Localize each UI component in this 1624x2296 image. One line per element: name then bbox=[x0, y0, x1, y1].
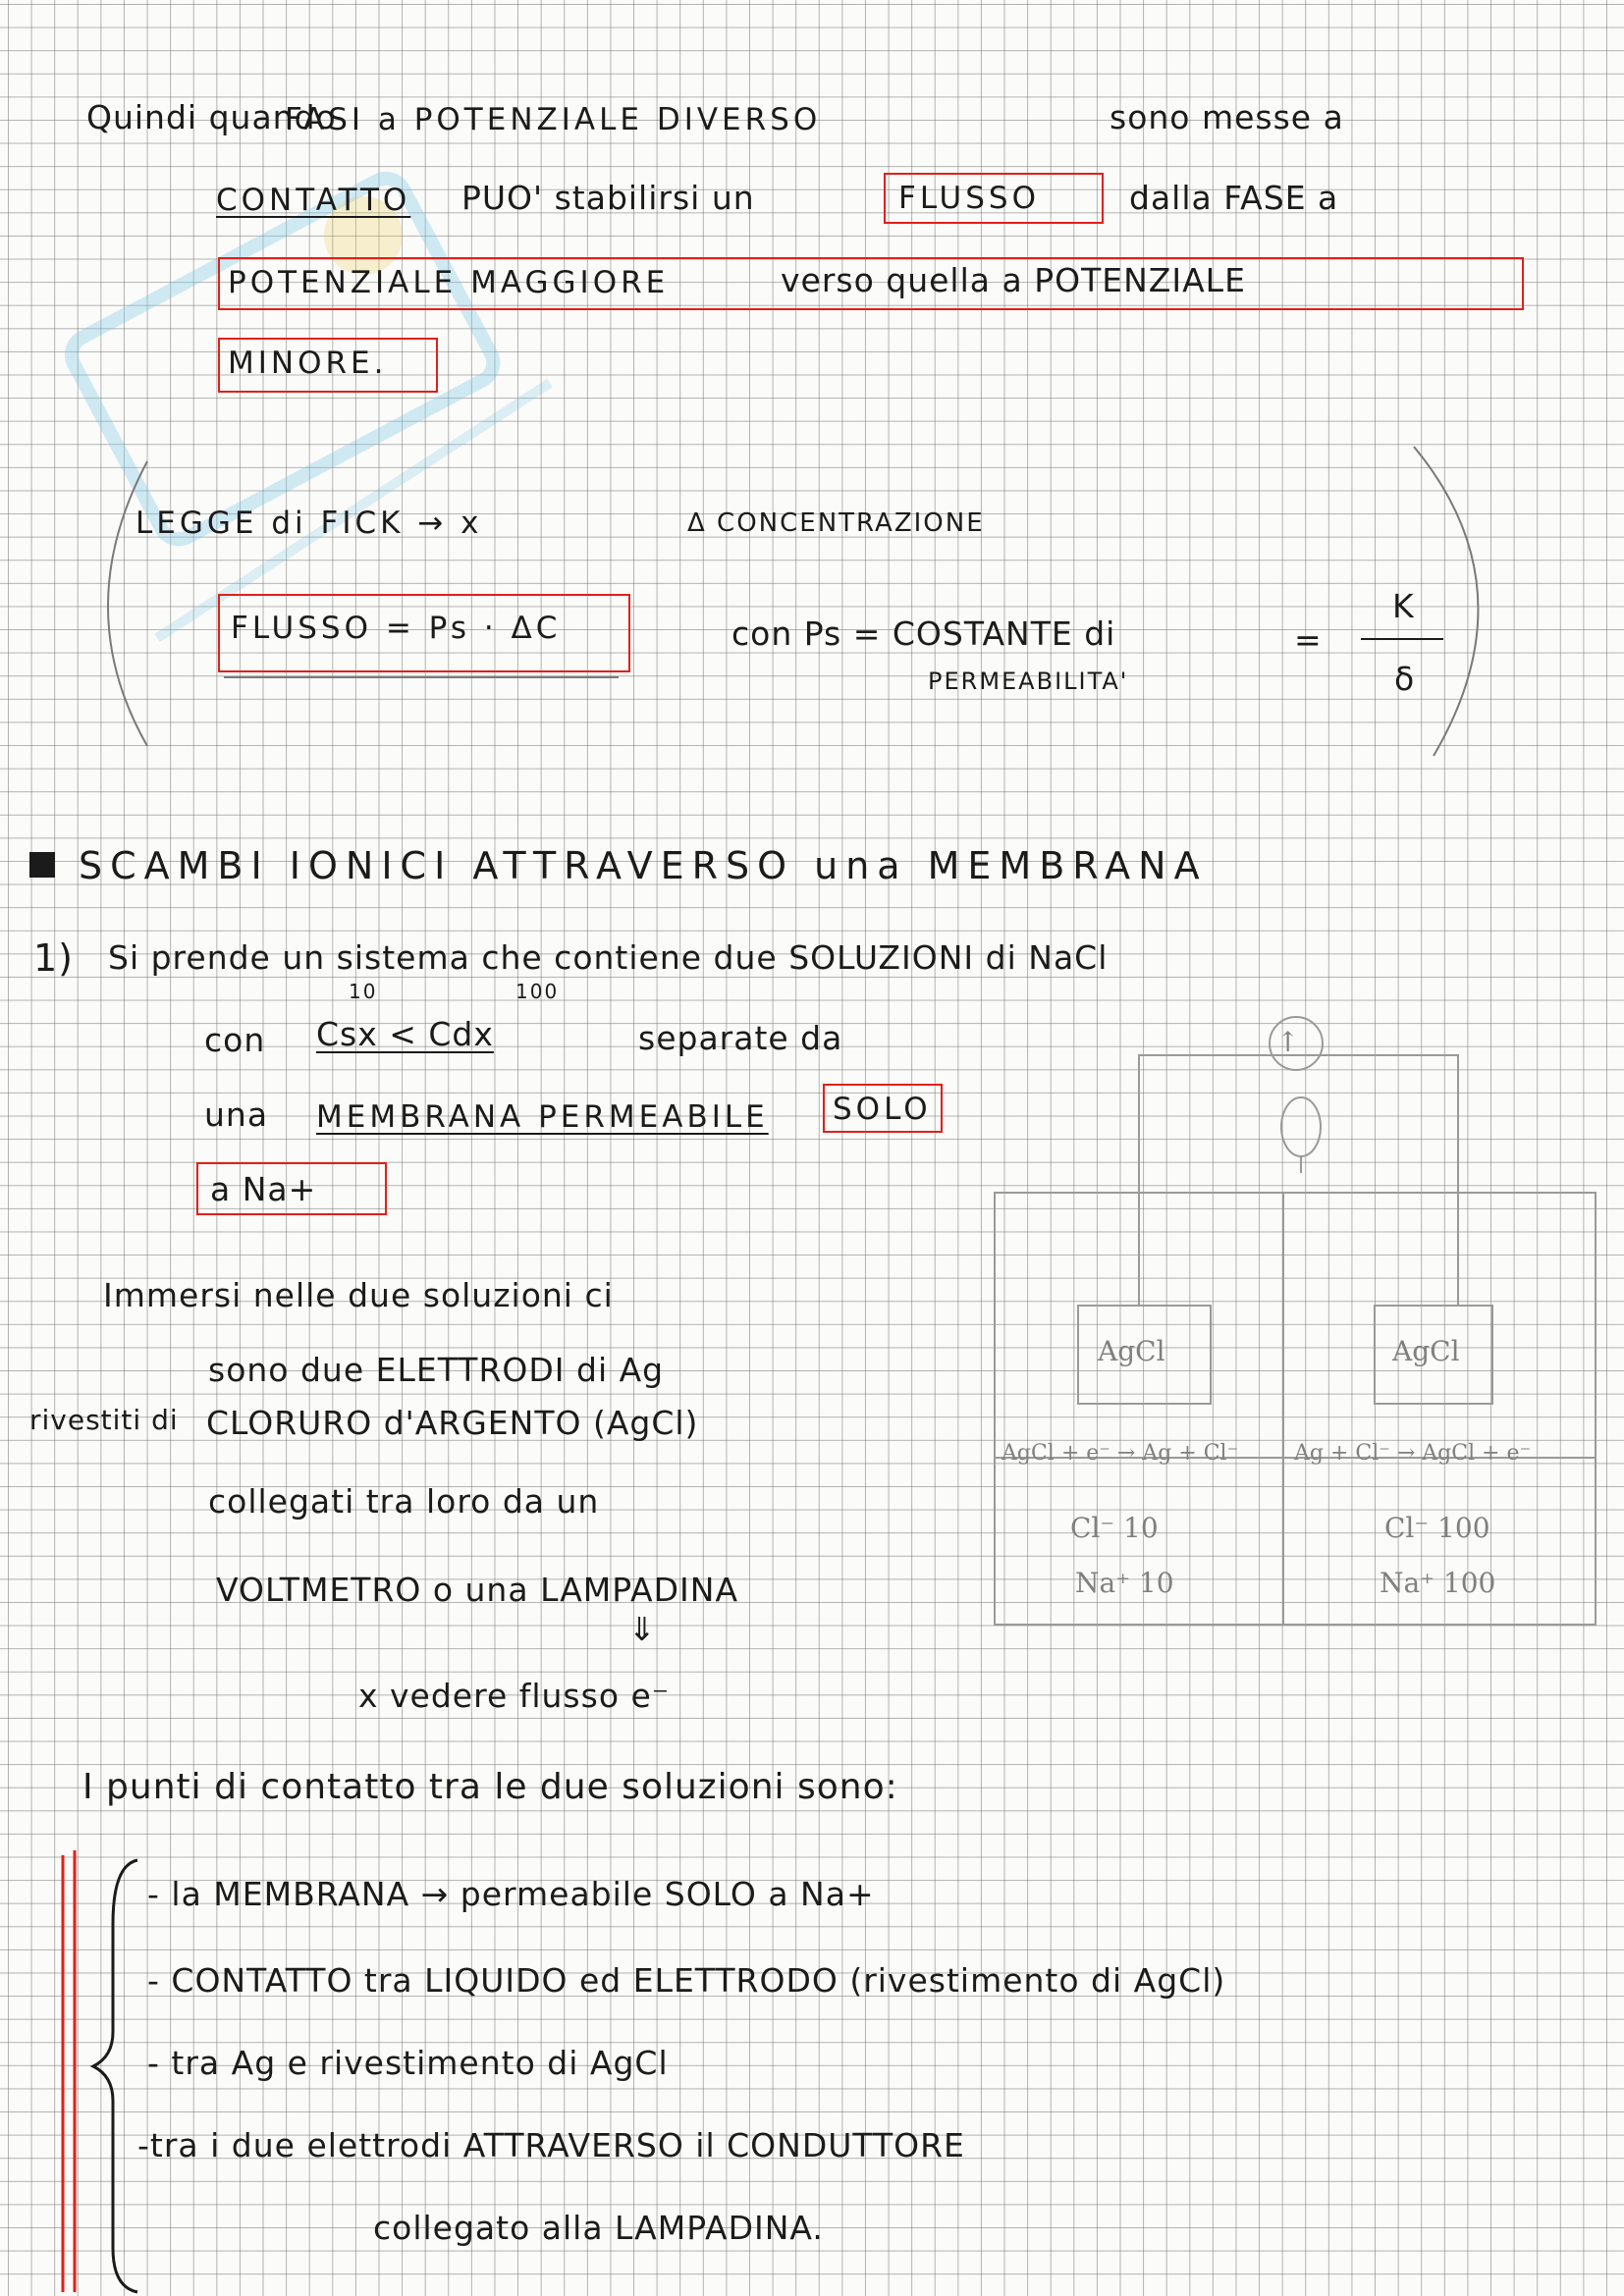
point1-cloruro: CLORURO d'ARGENTO (AgCl) bbox=[206, 1404, 699, 1442]
right-electrode-label: AgCl bbox=[1392, 1335, 1460, 1367]
point1-line9: VOLTMETRO o una LAMPADINA bbox=[216, 1571, 739, 1609]
fick-formula: FLUSSO = Ps · ΔC bbox=[231, 611, 562, 646]
right-reaction: Ag + Cl⁻ → AgCl + e⁻ bbox=[1294, 1441, 1532, 1466]
left-reaction: AgCl + e⁻ → Ag + Cl⁻ bbox=[1001, 1441, 1239, 1466]
point1-una: una bbox=[204, 1095, 269, 1134]
intro-line4: MINORE. bbox=[228, 346, 388, 381]
point1-line10: x vedere flusso e⁻ bbox=[358, 1677, 671, 1715]
intro-line3-a: POTENZIALE MAGGIORE bbox=[228, 265, 670, 300]
fick-title: LEGGE di FICK → x bbox=[135, 506, 483, 541]
intro-line3-b: verso quella a POTENZIALE bbox=[781, 261, 1246, 299]
contact-item-4: -tra i due elettrodi ATTRAVERSO il CONDUTTORE bbox=[137, 2126, 965, 2164]
fick-k: K bbox=[1392, 587, 1415, 625]
contact-item-2: - CONTATTO tra LIQUIDO ed ELETTRODO (rivestimento di AgCl) bbox=[147, 1961, 1226, 2000]
right-cl-conc: Cl⁻ 100 bbox=[1384, 1512, 1490, 1544]
right-na-conc: Na⁺ 100 bbox=[1380, 1567, 1496, 1599]
membrana-permeabile: MEMBRANA PERMEABILE bbox=[316, 1099, 769, 1135]
point1-na: a Na+ bbox=[210, 1170, 317, 1208]
point1-line1: Si prende un sistema che contiene due SOLUZIONI di NaCl bbox=[108, 938, 1109, 977]
point1-rivestiti: rivestiti di bbox=[29, 1404, 179, 1436]
point1-line5: Immersi nelle due soluzioni ci bbox=[103, 1276, 614, 1314]
intro-line2-c: dalla FASE a bbox=[1129, 179, 1339, 217]
contact-item-3: - tra Ag e rivestimento di AgCl bbox=[147, 2044, 669, 2082]
fick-con-ps: con Ps = COSTANTE di bbox=[731, 614, 1116, 653]
intro-flusso: FLUSSO bbox=[898, 181, 1041, 216]
concentration-inequality: Csx < Cdx bbox=[316, 1015, 494, 1053]
fick-equals: = bbox=[1294, 620, 1323, 659]
point-number: 1) bbox=[33, 936, 75, 980]
point1-con: con bbox=[204, 1021, 266, 1059]
intro-line1-c: sono messe a bbox=[1110, 98, 1344, 136]
fick-permeabilita: PERMEABILITA' bbox=[928, 667, 1129, 695]
left-cl-conc: Cl⁻ 10 bbox=[1070, 1512, 1159, 1544]
point1-line8: collegati tra loro da un bbox=[208, 1482, 600, 1521]
intro-line1-a: Quindi quando bbox=[86, 98, 337, 136]
intro-contatto: CONTATTO bbox=[216, 183, 411, 218]
sup-10: 10 bbox=[349, 980, 378, 1003]
point1-line6: sono due ELETTRODI di Ag bbox=[208, 1351, 665, 1389]
intro-line1-b: FASI a POTENZIALE DIVERSO bbox=[285, 102, 822, 137]
contact-item-4-cont: collegato alla LAMPADINA. bbox=[373, 2209, 824, 2247]
left-na-conc: Na⁺ 10 bbox=[1075, 1567, 1174, 1599]
point1-separate: separate da bbox=[638, 1019, 843, 1057]
sup-100: 100 bbox=[515, 980, 560, 1003]
down-arrow: ⇓ bbox=[628, 1610, 657, 1648]
solo-label: SOLO bbox=[833, 1092, 932, 1127]
left-electrode-label: AgCl bbox=[1098, 1335, 1165, 1367]
contact-item-1: - la MEMBRANA → permeabile SOLO a Na+ bbox=[147, 1875, 875, 1913]
fick-delta-concentration: Δ CONCENTRAZIONE bbox=[687, 508, 985, 538]
contacts-intro: I punti di contatto tra le due soluzioni sono: bbox=[82, 1767, 898, 1807]
meter-icon: ↑ bbox=[1276, 1026, 1300, 1058]
intro-line2-b: PUO' stabilirsi un bbox=[461, 179, 755, 217]
section-title: SCAMBI IONICI ATTRAVERSO una MEMBRANA bbox=[79, 844, 1208, 887]
fick-delta-symbol: δ bbox=[1394, 660, 1416, 698]
